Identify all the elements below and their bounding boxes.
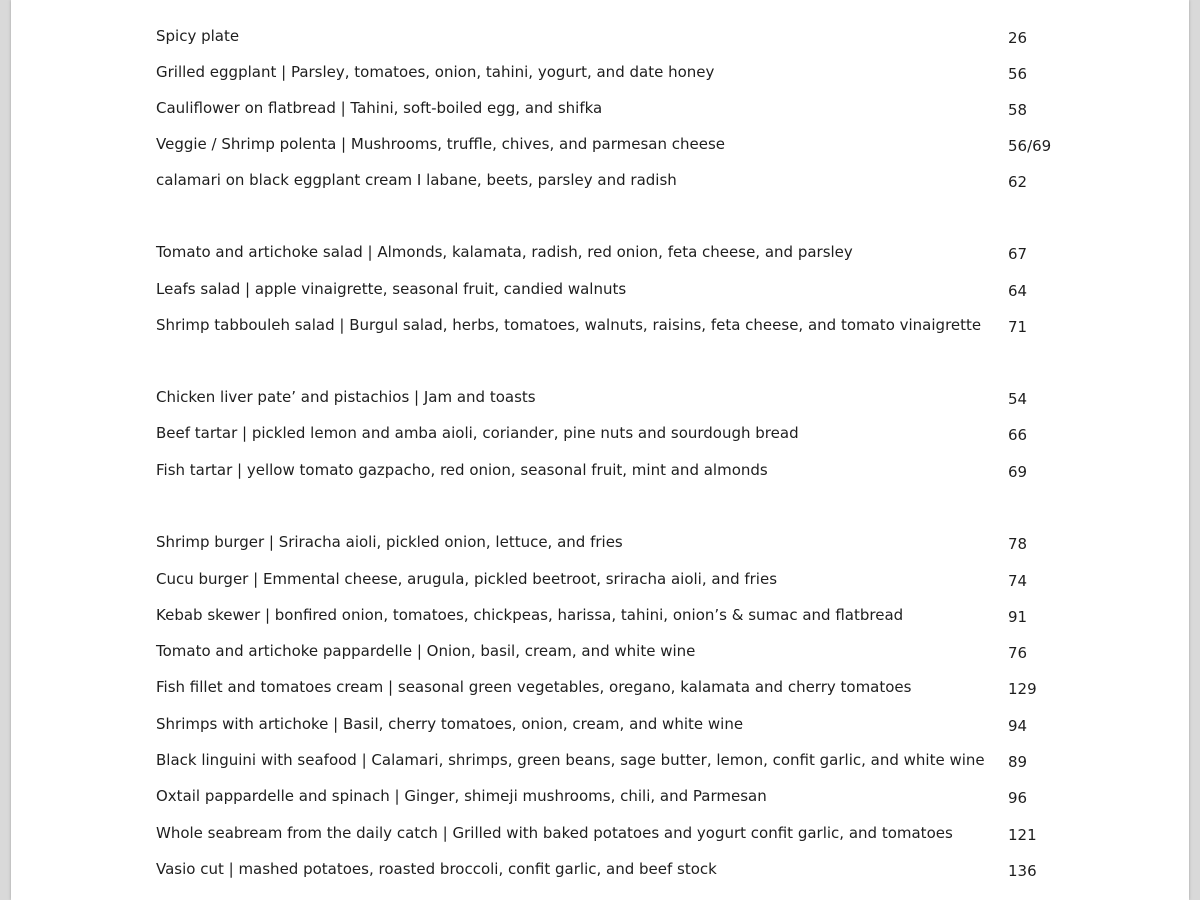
menu-item — [156, 96, 1176, 120]
menu-item-price: 64 — [1008, 282, 1028, 300]
menu-item — [156, 639, 1176, 663]
menu-item — [156, 603, 1176, 627]
menu-item-price: 121 — [1008, 826, 1037, 844]
menu-item-price: 89 — [1008, 753, 1028, 771]
menu-item-price: 94 — [1008, 717, 1028, 735]
menu-item — [156, 240, 1176, 264]
menu-item — [156, 675, 1176, 699]
menu-item — [156, 421, 1176, 445]
menu-item-price: 78 — [1008, 535, 1028, 553]
menu-item-price: 71 — [1008, 318, 1028, 336]
menu-item-name: Shrimp burger | Sriracha aioli, pickled onion, lettuce, and fries — [156, 533, 623, 551]
menu-item-price: 96 — [1008, 789, 1028, 807]
menu-item-price: 69 — [1008, 463, 1028, 481]
menu-item-price: 129 — [1008, 680, 1037, 698]
menu-item-price: 56 — [1008, 65, 1028, 83]
menu-page — [11, 0, 1189, 900]
menu-item-name: Oxtail pappardelle and spinach | Ginger, shimeji mushrooms, chili, and Parmesan — [156, 787, 767, 805]
menu-item-name: Shrimps with artichoke | Basil, cherry tomatoes, onion, cream, and white wine — [156, 715, 744, 733]
menu-item-name: Leafs salad | apple vinaigrette, seasonal fruit, candied walnuts — [156, 280, 627, 298]
menu-item-name: Cucu burger | Emmental cheese, arugula, pickled beetroot, sriracha aioli, and fries — [156, 570, 778, 588]
menu-item-name: calamari on black eggplant cream I labane, beets, parsley and radish — [156, 171, 677, 189]
menu-item — [156, 385, 1176, 409]
menu-item — [156, 712, 1176, 736]
menu-item-price: 74 — [1008, 572, 1028, 590]
menu-item — [156, 313, 1176, 337]
menu-item — [156, 60, 1176, 84]
menu-item-name: Grilled eggplant | Parsley, tomatoes, onion, tahini, yogurt, and date honey — [156, 63, 715, 81]
menu-item-name: Beef tartar | pickled lemon and amba aioli, coriander, pine nuts and sourdough bread — [156, 424, 799, 442]
menu-item — [156, 857, 1176, 881]
menu-item-name: Black linguini with seafood | Calamari, shrimps, green beans, sage butter, lemon, confit garlic, and white wine — [156, 751, 985, 769]
menu-item-name: Tomato and artichoke pappardelle | Onion, basil, cream, and white wine — [156, 642, 696, 660]
menu-item-price: 67 — [1008, 245, 1028, 263]
menu-item — [156, 530, 1176, 554]
menu-item-name: Cauliflower on flatbread | Tahini, soft-boiled egg, and shifka — [156, 99, 603, 117]
menu-item — [156, 567, 1176, 591]
menu-item-name: Shrimp tabbouleh salad | Burgul salad, herbs, tomatoes, walnuts, raisins, feta cheese, and tomato vinaigrette — [156, 316, 982, 334]
menu-item — [156, 458, 1176, 482]
menu-item-price: 58 — [1008, 101, 1028, 119]
menu-item-name: Vasio cut | mashed potatoes, roasted broccoli, confit garlic, and beef stock — [156, 860, 717, 878]
menu-item — [156, 24, 1176, 48]
menu-item-name: Fish tartar | yellow tomato gazpacho, red onion, seasonal fruit, mint and almonds — [156, 461, 768, 479]
menu-item-price: 136 — [1008, 862, 1037, 880]
menu-item-name: Veggie / Shrimp polenta | Mushrooms, truffle, chives, and parmesan cheese — [156, 135, 725, 153]
menu-item-price: 62 — [1008, 173, 1028, 191]
menu-item — [156, 821, 1176, 845]
menu-item-price: 26 — [1008, 29, 1028, 47]
menu-item-name: Kebab skewer | bonfired onion, tomatoes, chickpeas, harissa, tahini, onion’s & sumac and flatbread — [156, 606, 904, 624]
menu-item — [156, 748, 1176, 772]
menu-item — [156, 168, 1176, 192]
menu-item-price: 66 — [1008, 426, 1028, 444]
menu-item-name: Chicken liver pate’ and pistachios | Jam and toasts — [156, 388, 536, 406]
menu-item-name: Spicy plate — [156, 27, 240, 45]
menu-item-price: 76 — [1008, 644, 1028, 662]
menu-item-name: Fish fillet and tomatoes cream | seasonal green vegetables, oregano, kalamata and cherry tomatoes — [156, 678, 912, 696]
menu-item-price: 56/69 — [1008, 137, 1052, 155]
menu-item — [156, 277, 1176, 301]
menu-item-name: Whole seabream from the daily catch | Grilled with baked potatoes and yogurt confit garlic, and tomatoes — [156, 824, 953, 842]
menu-item-price: 91 — [1008, 608, 1028, 626]
menu-item-price: 54 — [1008, 390, 1028, 408]
menu-item — [156, 132, 1176, 156]
menu-item-name: Tomato and artichoke salad | Almonds, kalamata, radish, red onion, feta cheese, and parsley — [156, 243, 853, 261]
menu-item — [156, 784, 1176, 808]
